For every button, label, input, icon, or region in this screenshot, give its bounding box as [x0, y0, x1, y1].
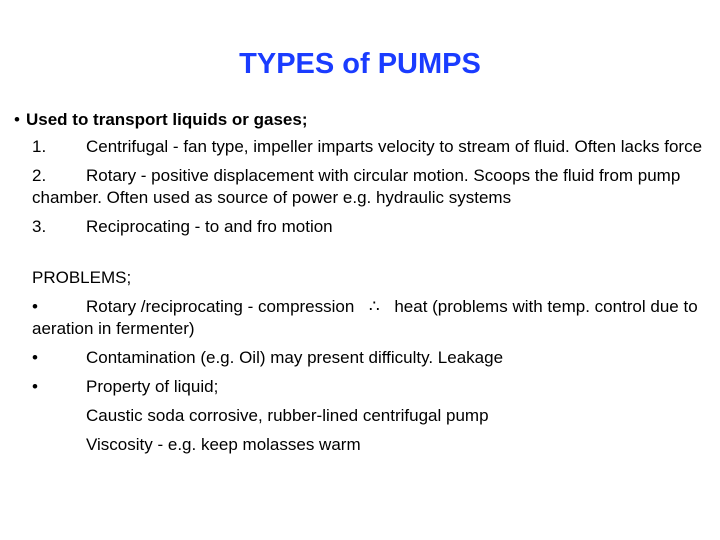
item-number: 2.: [32, 166, 47, 185]
problem-text: Contamination (e.g. Oil) may present difficulty. Leakage: [86, 348, 504, 367]
list-item-centrifugal: [32, 136, 704, 158]
item-text: Reciprocating - to and fro motion: [86, 217, 333, 236]
bullet-icon: •: [14, 110, 20, 129]
bullet-icon: •: [32, 377, 38, 396]
therefore-icon: ∴: [368, 297, 380, 316]
slide-title: TYPES of PUMPS: [239, 48, 481, 80]
list-item-rotary: [32, 165, 704, 209]
problem-text-before: Rotary /reciprocating - compression: [86, 297, 355, 316]
lead-text: Used to transport liquids or gases;: [26, 110, 308, 129]
item-text: Centrifugal - fan type, impeller imparts velocity to stream of fluid. Often lacks force: [86, 137, 703, 156]
bullet-icon: •: [32, 297, 38, 316]
slide-body: [14, 109, 704, 463]
spacer: [14, 245, 704, 267]
item-number: 3.: [32, 217, 47, 236]
item-number: 1.: [32, 137, 47, 156]
item-text: Rotary - positive displacement with circular motion. Scoops the fluid from pump chamber. Often used as source of power e.g. hydraulic systems: [32, 166, 681, 207]
list-item-reciprocating: [32, 216, 704, 238]
problem-item-contamination: [32, 347, 704, 369]
problems-heading: PROBLEMS;: [32, 268, 132, 287]
problem-text: Property of liquid;: [86, 377, 219, 396]
sub-line-caustic-soda: Caustic soda corrosive, rubber-lined centrifugal pump: [86, 406, 489, 425]
bullet-icon: •: [32, 348, 38, 367]
problem-item-property: [32, 376, 704, 398]
sub-line-viscosity: Viscosity - e.g. keep molasses warm: [86, 435, 361, 454]
problem-item-compression: [32, 296, 704, 340]
lead-bullet: [14, 109, 704, 131]
problem-text-after: heat (problems with temp. control due to aeration in fermenter): [32, 297, 698, 338]
